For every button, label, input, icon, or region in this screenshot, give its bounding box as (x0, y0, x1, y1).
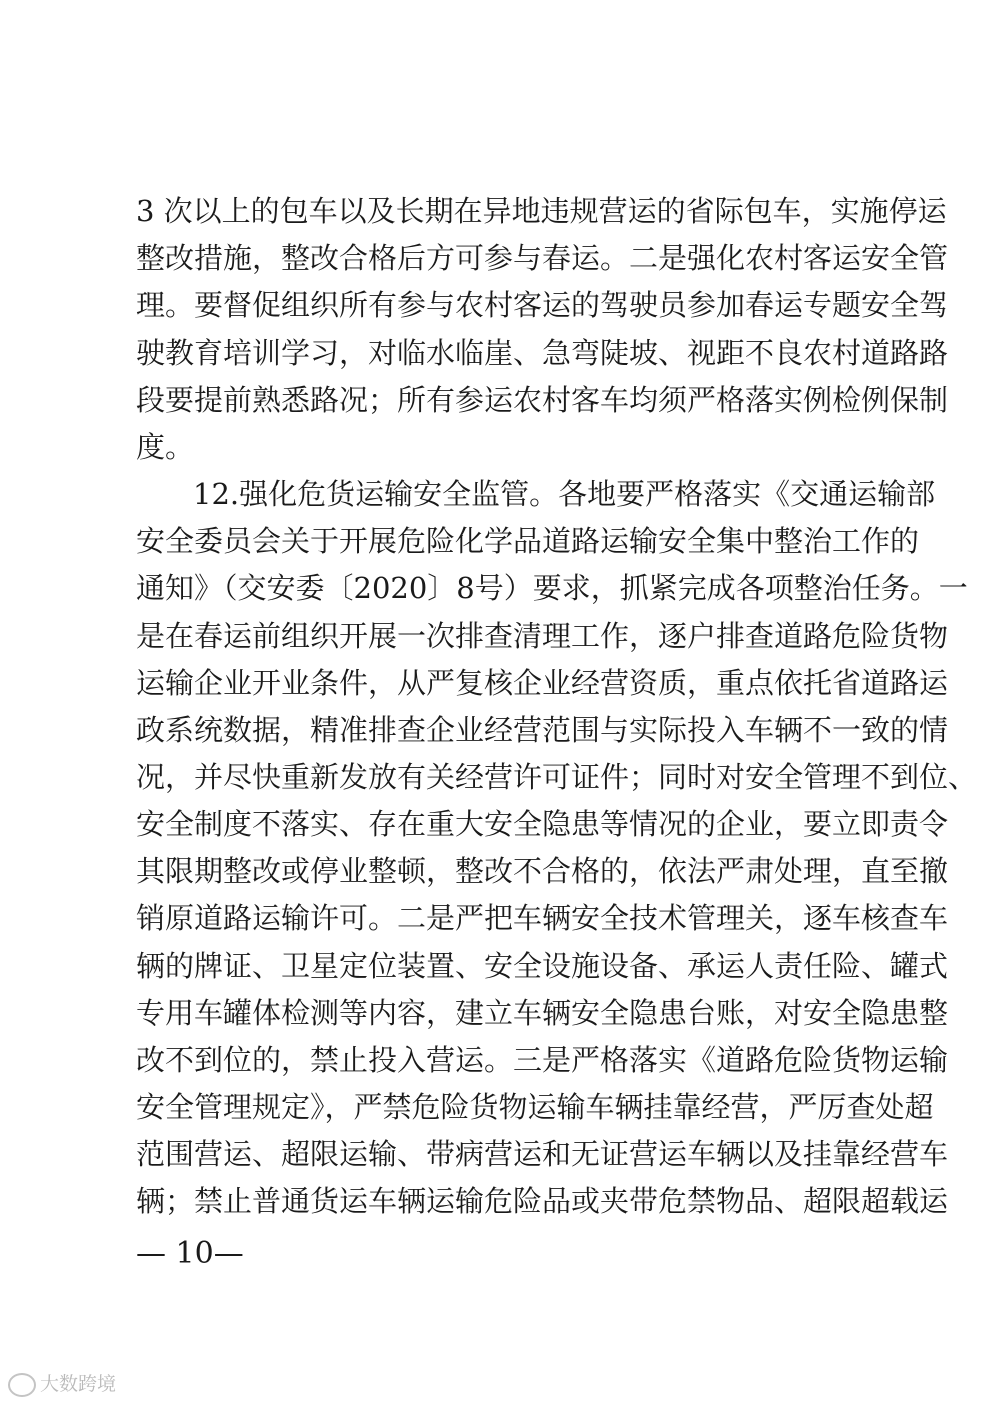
text-line: 范围营运、超限运输、带病营运和无证营运车辆以及挂靠经营车 (136, 1137, 949, 1171)
text-line: 度。 (136, 430, 195, 464)
watermark-logo-icon (8, 1373, 36, 1397)
text-line: 驶教育培训学习，对临水临崖、急弯陡坡、视距不良农村道路路 (136, 336, 949, 370)
text-line: 安全管理规定》，严禁危险货物运输车辆挂靠经营，严厉查处超 (136, 1090, 934, 1124)
section-heading-line: 12.强化危货运输安全监管。各地要严格落实《交通运输部 (193, 477, 936, 511)
watermark (8, 1372, 116, 1397)
text-line: 通知》（交安委〔2020〕8号）要求，抓紧完成各项整治任务。一 (136, 571, 968, 605)
text-line: 理。要督促组织所有参与农村客运的驾驶员参加春运专题安全驾 (136, 288, 949, 322)
text-line: 运输企业开业条件，从严复核企业经营资质，重点依托省道路运 (136, 666, 949, 700)
text-line: 辆；禁止普通货运车辆运输危险品或夹带危禁物品、超限超载运 (136, 1184, 949, 1218)
text-line: 安全委员会关于开展危险化学品道路运输安全集中整治工作的 (136, 524, 920, 558)
text-line: 改不到位的，禁止投入营运。三是严格落实《道路危险货物运输 (136, 1043, 949, 1077)
watermark-text: 大数跨境 (40, 1373, 117, 1395)
text-line: 段要提前熟悉路况；所有参运农村客车均须严格落实例检例保制 (136, 383, 949, 417)
text-line: 辆的牌证、卫星定位装置、安全设施设备、承运人责任险、罐式 (136, 949, 949, 983)
text-line: 专用车罐体检测等内容，建立车辆安全隐患台账，对安全隐患整 (136, 996, 949, 1030)
text-line: 整改措施，整改合格后方可参与春运。二是强化农村客运安全管 (136, 241, 949, 275)
text-line: 3 次以上的包车以及长期在异地违规营运的省际包车，实施停运 (136, 194, 947, 228)
text-line: 政系统数据，精准排查企业经营范围与实际投入车辆不一致的情 (136, 713, 949, 747)
text-line: 况，并尽快重新发放有关经营许可证件；同时对安全管理不到位、 (136, 760, 978, 794)
text-line: 销原道路运输许可。二是严把车辆安全技术管理关，逐车核查车 (136, 901, 949, 935)
text-line: 安全制度不落实、存在重大安全隐患等情况的企业，要立即责令 (136, 807, 949, 841)
text-line: 是在春运前组织开展一次排查清理工作，逐户排查道路危险货物 (136, 619, 949, 653)
text-line: 其限期整改或停业整顿，整改不合格的，依法严肃处理，直至撤 (136, 854, 949, 888)
page-number: — 10— (136, 1236, 244, 1271)
